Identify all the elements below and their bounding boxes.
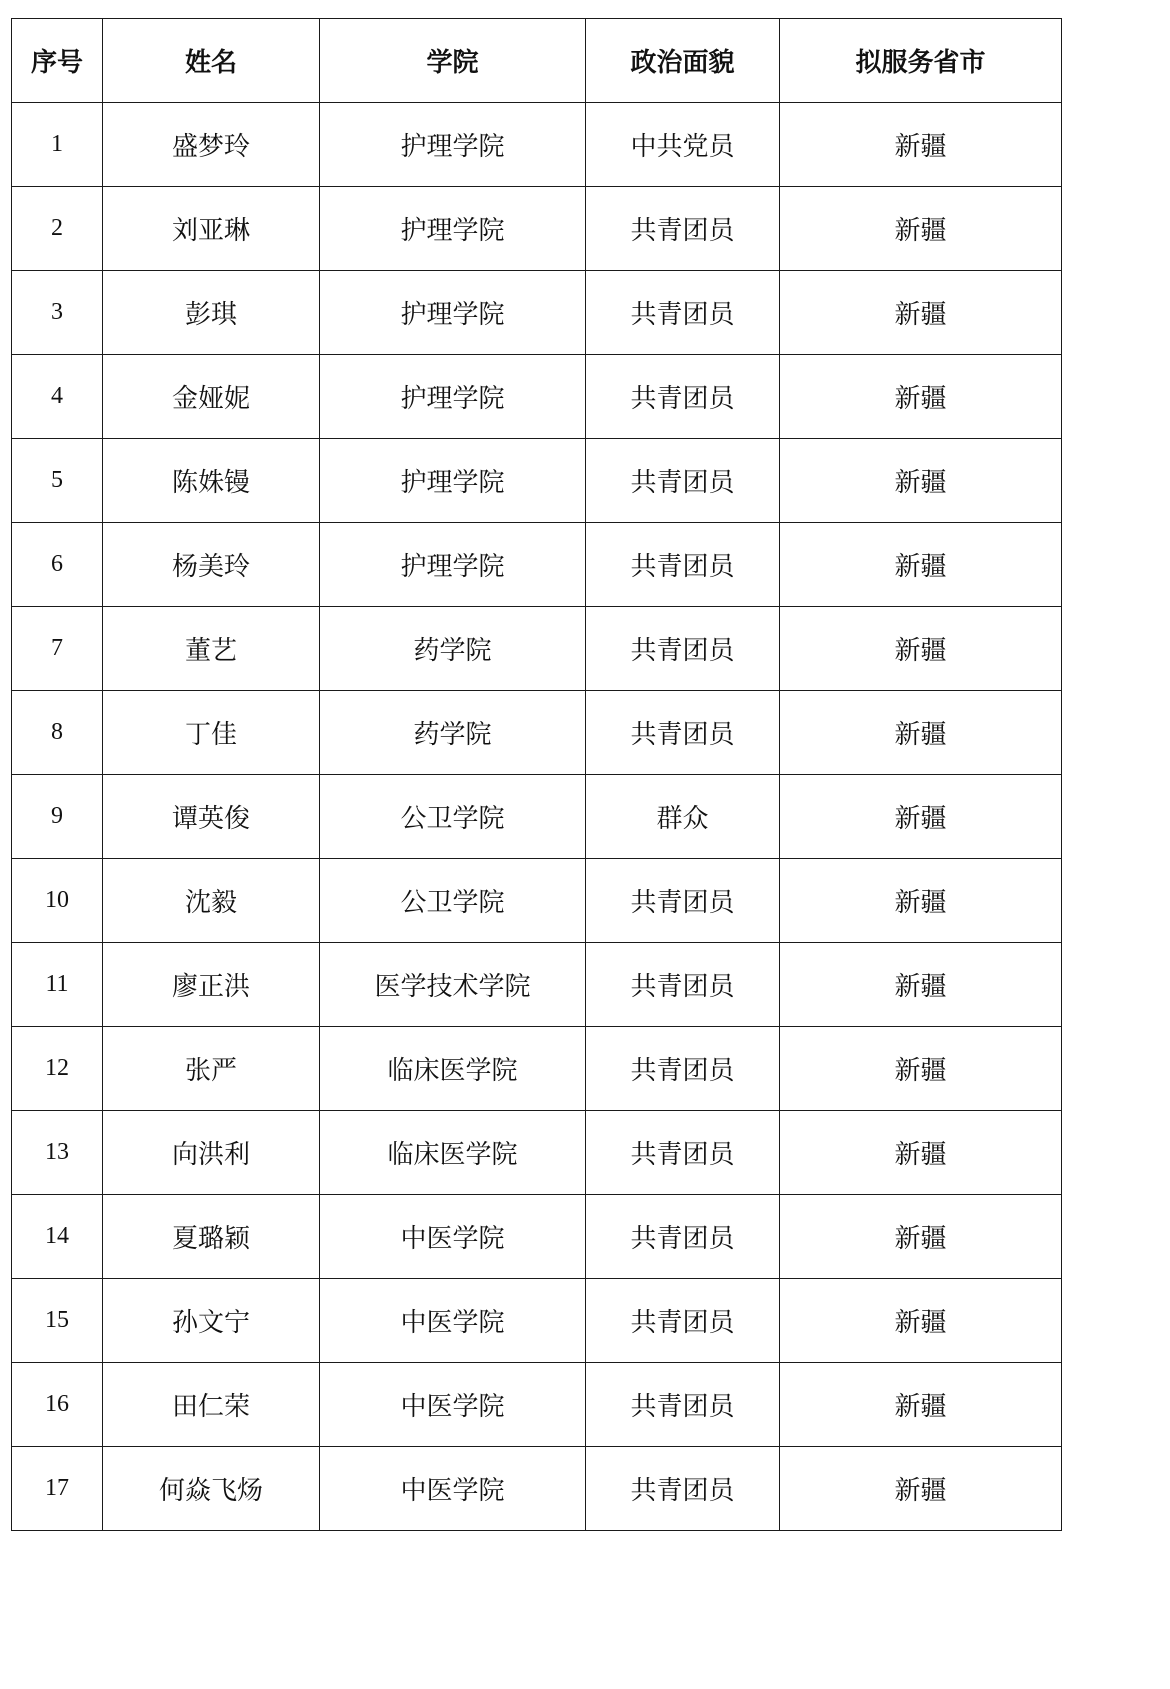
table-header-row xyxy=(12,19,1062,103)
cell-college: 护理学院 xyxy=(320,271,586,355)
table-row xyxy=(12,103,1062,187)
table-row xyxy=(12,943,1062,1027)
cell-college: 医学技术学院 xyxy=(320,943,586,1027)
cell-college: 中医学院 xyxy=(320,1447,586,1531)
cell-political-status: 共青团员 xyxy=(586,1447,780,1531)
cell-index: 16 xyxy=(12,1363,103,1447)
cell-service-province: 新疆 xyxy=(780,1363,1062,1447)
header-service-province: 拟服务省市 xyxy=(780,19,1062,103)
cell-service-province: 新疆 xyxy=(780,691,1062,775)
table-row xyxy=(12,1111,1062,1195)
cell-index: 4 xyxy=(12,355,103,439)
cell-political-status: 共青团员 xyxy=(586,271,780,355)
cell-index: 15 xyxy=(12,1279,103,1363)
cell-index: 2 xyxy=(12,187,103,271)
table-row xyxy=(12,1279,1062,1363)
cell-index: 3 xyxy=(12,271,103,355)
cell-name: 谭英俊 xyxy=(103,775,320,859)
cell-name: 丁佳 xyxy=(103,691,320,775)
table-row xyxy=(12,439,1062,523)
cell-service-province: 新疆 xyxy=(780,775,1062,859)
cell-name: 盛梦玲 xyxy=(103,103,320,187)
cell-service-province: 新疆 xyxy=(780,1447,1062,1531)
cell-service-province: 新疆 xyxy=(780,1111,1062,1195)
table-row xyxy=(12,607,1062,691)
cell-name: 陈姝镘 xyxy=(103,439,320,523)
cell-name: 孙文宁 xyxy=(103,1279,320,1363)
cell-political-status: 中共党员 xyxy=(586,103,780,187)
cell-service-province: 新疆 xyxy=(780,187,1062,271)
cell-college: 药学院 xyxy=(320,691,586,775)
cell-index: 17 xyxy=(12,1447,103,1531)
cell-index: 9 xyxy=(12,775,103,859)
cell-name: 廖正洪 xyxy=(103,943,320,1027)
table-row xyxy=(12,1363,1062,1447)
cell-name: 向洪利 xyxy=(103,1111,320,1195)
cell-service-province: 新疆 xyxy=(780,1279,1062,1363)
header-index: 序号 xyxy=(12,19,103,103)
cell-college: 中医学院 xyxy=(320,1279,586,1363)
cell-service-province: 新疆 xyxy=(780,523,1062,607)
cell-political-status: 共青团员 xyxy=(586,691,780,775)
cell-political-status: 共青团员 xyxy=(586,1363,780,1447)
cell-political-status: 共青团员 xyxy=(586,1195,780,1279)
cell-college: 药学院 xyxy=(320,607,586,691)
cell-name: 田仁荣 xyxy=(103,1363,320,1447)
cell-service-province: 新疆 xyxy=(780,1195,1062,1279)
cell-index: 12 xyxy=(12,1027,103,1111)
cell-index: 11 xyxy=(12,943,103,1027)
table-row xyxy=(12,1027,1062,1111)
cell-name: 董艺 xyxy=(103,607,320,691)
cell-college: 中医学院 xyxy=(320,1363,586,1447)
cell-index: 1 xyxy=(12,103,103,187)
cell-service-province: 新疆 xyxy=(780,607,1062,691)
cell-college: 护理学院 xyxy=(320,103,586,187)
table-row xyxy=(12,187,1062,271)
table-row xyxy=(12,1195,1062,1279)
cell-index: 6 xyxy=(12,523,103,607)
table-row xyxy=(12,691,1062,775)
cell-college: 公卫学院 xyxy=(320,775,586,859)
table-row xyxy=(12,523,1062,607)
table-row xyxy=(12,1447,1062,1531)
cell-political-status: 共青团员 xyxy=(586,439,780,523)
cell-college: 护理学院 xyxy=(320,187,586,271)
cell-political-status: 共青团员 xyxy=(586,1111,780,1195)
cell-service-province: 新疆 xyxy=(780,943,1062,1027)
table-row xyxy=(12,859,1062,943)
cell-political-status: 共青团员 xyxy=(586,607,780,691)
cell-political-status: 共青团员 xyxy=(586,523,780,607)
cell-college: 护理学院 xyxy=(320,355,586,439)
cell-political-status: 共青团员 xyxy=(586,355,780,439)
cell-college: 临床医学院 xyxy=(320,1027,586,1111)
cell-college: 护理学院 xyxy=(320,439,586,523)
cell-name: 张严 xyxy=(103,1027,320,1111)
cell-political-status: 共青团员 xyxy=(586,859,780,943)
cell-political-status: 群众 xyxy=(586,775,780,859)
cell-index: 14 xyxy=(12,1195,103,1279)
cell-name: 沈毅 xyxy=(103,859,320,943)
roster-table xyxy=(11,18,1062,1531)
cell-service-province: 新疆 xyxy=(780,859,1062,943)
cell-service-province: 新疆 xyxy=(780,1027,1062,1111)
cell-political-status: 共青团员 xyxy=(586,1279,780,1363)
header-political-status: 政治面貌 xyxy=(586,19,780,103)
cell-service-province: 新疆 xyxy=(780,439,1062,523)
cell-political-status: 共青团员 xyxy=(586,187,780,271)
header-college: 学院 xyxy=(320,19,586,103)
cell-political-status: 共青团员 xyxy=(586,1027,780,1111)
cell-name: 何焱飞炀 xyxy=(103,1447,320,1531)
cell-index: 7 xyxy=(12,607,103,691)
cell-name: 夏璐颖 xyxy=(103,1195,320,1279)
table-row xyxy=(12,271,1062,355)
cell-index: 13 xyxy=(12,1111,103,1195)
cell-service-province: 新疆 xyxy=(780,355,1062,439)
cell-name: 彭琪 xyxy=(103,271,320,355)
cell-political-status: 共青团员 xyxy=(586,943,780,1027)
cell-index: 8 xyxy=(12,691,103,775)
header-name: 姓名 xyxy=(103,19,320,103)
cell-service-province: 新疆 xyxy=(780,103,1062,187)
cell-college: 护理学院 xyxy=(320,523,586,607)
cell-service-province: 新疆 xyxy=(780,271,1062,355)
cell-index: 10 xyxy=(12,859,103,943)
cell-name: 金娅妮 xyxy=(103,355,320,439)
cell-college: 中医学院 xyxy=(320,1195,586,1279)
cell-name: 刘亚琳 xyxy=(103,187,320,271)
cell-college: 公卫学院 xyxy=(320,859,586,943)
cell-college: 临床医学院 xyxy=(320,1111,586,1195)
table-row xyxy=(12,775,1062,859)
cell-name: 杨美玲 xyxy=(103,523,320,607)
cell-index: 5 xyxy=(12,439,103,523)
table-row xyxy=(12,355,1062,439)
